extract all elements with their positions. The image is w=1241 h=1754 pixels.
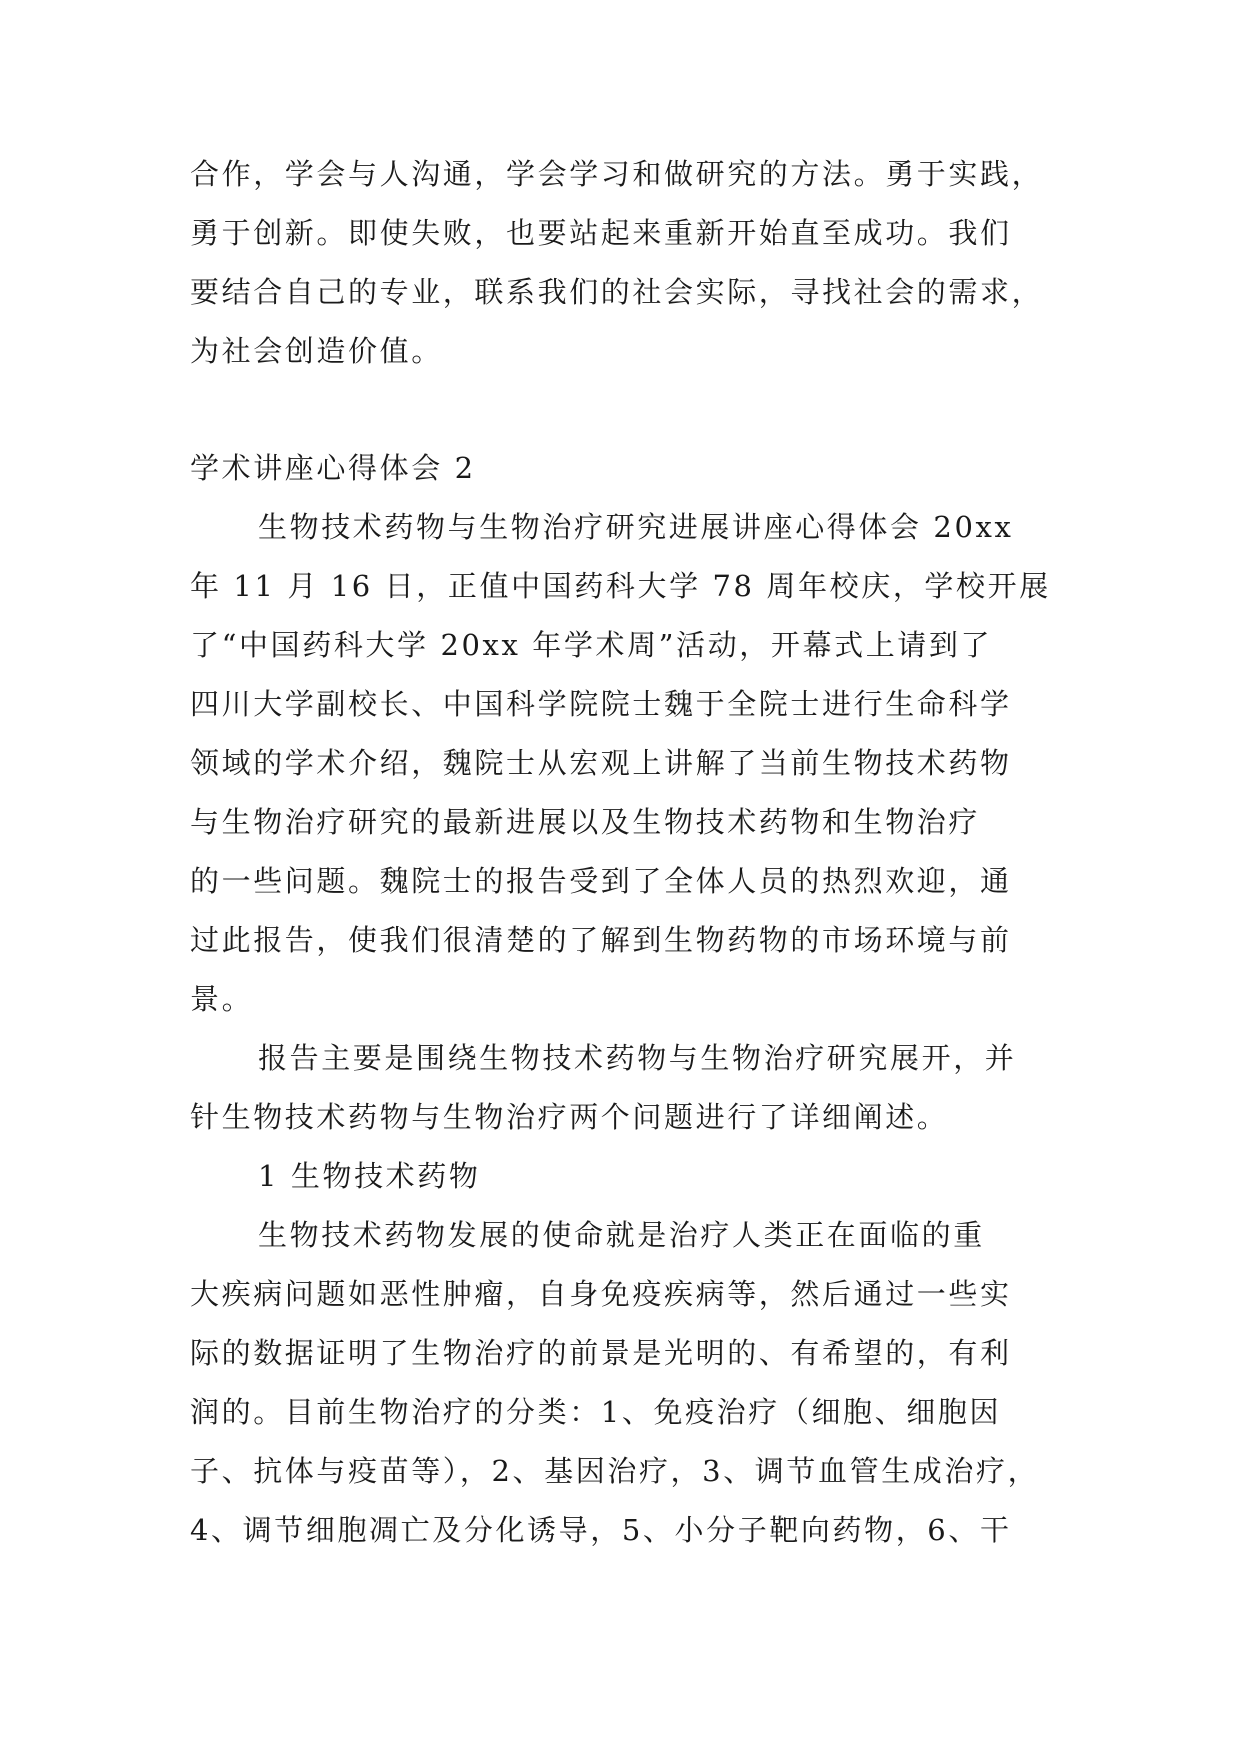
paragraph-3 [190, 1029, 1060, 1147]
text-line: 要结合自己的专业，联系我们的社会实际，寻找社会的需求， [190, 275, 1044, 309]
text-line: 的一些问题。魏院士的报告受到了全体人员的热烈欢迎，通 [190, 864, 1012, 898]
paragraph-2 [190, 498, 1060, 1029]
paragraph-4 [190, 1206, 1060, 1560]
text-line: 生物技术药物发展的使命就是治疗人类正在面临的重 [258, 1218, 985, 1252]
text-line: 报告主要是围绕生物技术药物与生物治疗研究展开，并 [258, 1041, 1017, 1075]
section-title: 学术讲座心得体会 2 [190, 451, 476, 485]
text-line: 子、抗体与疫苗等），2、基因治疗，3、调节血管生成治疗， [190, 1454, 1040, 1488]
text-line: 生物技术药物与生物治疗研究进展讲座心得体会 20xx [258, 510, 1014, 544]
text-line: 四川大学副校长、中国科学院院士魏于全院士进行生命科学 [190, 687, 1012, 721]
text-line: 过此报告，使我们很清楚的了解到生物药物的市场环境与前 [190, 923, 1012, 957]
text-line: 大疾病问题如恶性肿瘤，自身免疫疾病等，然后通过一些实 [190, 1277, 1012, 1311]
text-line: 合作，学会与人沟通，学会学习和做研究的方法。勇于实践， [190, 157, 1044, 191]
text-line: 领域的学术介绍，魏院士从宏观上讲解了当前生物技术药物 [190, 746, 1012, 780]
text-line: 勇于创新。即使失败，也要站起来重新开始直至成功。我们 [190, 216, 1012, 250]
document-body [190, 145, 1060, 1560]
text-line: 针生物技术药物与生物治疗两个问题进行了详细阐述。 [190, 1100, 949, 1134]
subheading: 1 生物技术药物 [258, 1159, 481, 1193]
text-line: 际的数据证明了生物治疗的前景是光明的、有希望的，有利 [190, 1336, 1012, 1370]
text-line: 为社会创造价值。 [190, 334, 443, 368]
text-line: 年 11 月 16 日，正值中国药科大学 78 周年校庆，学校开展 [190, 569, 1051, 603]
text-line: 润的。目前生物治疗的分类：1、免疫治疗（细胞、细胞因 [190, 1395, 1002, 1429]
paragraph-gap [190, 381, 1060, 439]
text-line: 与生物治疗研究的最新进展以及生物技术药物和生物治疗 [190, 805, 981, 839]
text-line: 4、调节细胞凋亡及分化诱导，5、小分子靶向药物，6、干 [190, 1513, 1012, 1547]
text-line: 景。 [190, 982, 254, 1016]
text-line: 了“中国药科大学 20xx 年学术周”活动，开幕式上请到了 [190, 628, 993, 662]
paragraph-1 [190, 145, 1060, 381]
